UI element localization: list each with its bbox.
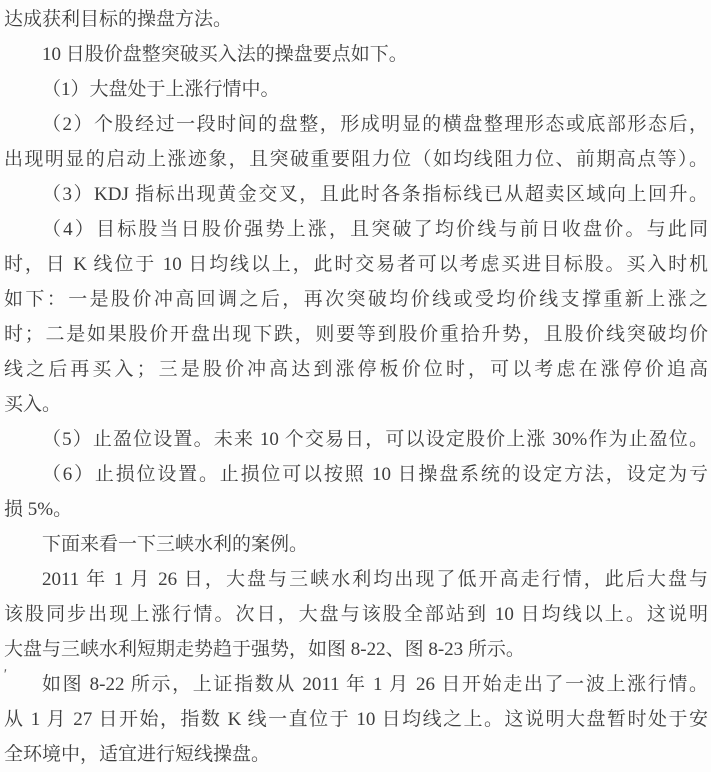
line-text: （4）目标股当日股价强势上涨，且突破了均价线与前日收盘价。与此同	[42, 219, 708, 240]
line-text: 达成获利目标的操盘方法。	[4, 9, 233, 30]
text-line	[4, 317, 708, 352]
line-text: 大盘与三峡水利短期走势趋于强势，如图 8-22、图 8-23 所示。	[4, 639, 525, 660]
text-line	[4, 702, 708, 737]
line-text: 时；二是如果股价开盘出现下跌，则要等到股价重拾升势，且股价线突破均价	[4, 324, 708, 345]
text-line	[4, 212, 708, 247]
line-text: （1）大盘处于上涨行情中。	[42, 79, 280, 100]
text-line	[4, 142, 708, 177]
text-line	[4, 352, 708, 387]
line-text: 从 1 月 27 日开始，指数 K 线一直位于 10 日均线之上。这说明大盘暂时处于安	[4, 709, 708, 730]
text-line	[4, 2, 708, 37]
line-text: 时，日 K 线位于 10 日均线以上，此时交易者可以考虑买进目标股。买入时机	[4, 254, 708, 275]
text-line	[4, 177, 708, 212]
line-text: （2）个股经过一段时间的盘整，形成明显的横盘整理形态或底部形态后，	[42, 114, 708, 135]
line-text: （6）止损位设置。止损位可以按照 10 日操盘系统的设定方法，设定为亏	[42, 464, 708, 485]
line-text: 如图 8-22 所示，上证指数从 2011 年 1 月 26 日开始走出了一波上涨行情。	[42, 674, 708, 695]
text-line	[1, 666, 708, 702]
line-text: 该股同步出现上涨行情。次日，大盘与该股全部站到 10 日均线以上。这说明	[4, 604, 708, 625]
page-text	[1, 2, 708, 772]
line-text: 下面来看一下三峡水利的案例。	[42, 534, 309, 555]
text-line	[4, 387, 708, 422]
text-line	[4, 527, 708, 562]
line-text: （5）止盈位设置。未来 10 个交易日，可以设定股价上涨 30%作为止盈位。	[42, 429, 708, 450]
line-text: 线之后再买入；三是股价冲高达到涨停板价位时，可以考虑在涨停价追高	[4, 359, 708, 380]
text-line	[4, 457, 708, 492]
text-line	[4, 247, 708, 282]
line-text: 2011 年 1 月 26 日，大盘与三峡水利均出现了低开高走行情，此后大盘与	[42, 569, 708, 590]
line-text: 买入。	[4, 394, 62, 415]
text-line	[4, 737, 708, 772]
text-line	[4, 632, 708, 667]
line-text: 如下：一是股价冲高回调之后，再次突破均价线或受均价线支撑重新上涨之	[4, 289, 708, 310]
text-line	[4, 72, 708, 107]
line-text: 10 日股价盘整突破买入法的操盘要点如下。	[42, 44, 408, 65]
line-text: 全环境中，适宜进行短线操盘。	[4, 744, 271, 765]
text-line	[4, 37, 708, 72]
line-text: 出现明显的启动上涨迹象，且突破重要阻力位（如均线阻力位、前期高点等）。	[4, 149, 708, 170]
line-text: （3）KDJ 指标出现黄金交叉，且此时各条指标线已从超卖区域向上回升。	[42, 184, 708, 205]
text-line	[4, 597, 708, 632]
stray-scan-mark: '	[1, 666, 8, 684]
text-line	[4, 107, 708, 142]
text-line	[4, 422, 708, 457]
line-text: 损 5%。	[4, 499, 73, 520]
text-line	[4, 282, 708, 317]
text-line	[4, 492, 708, 527]
text-line	[4, 562, 708, 597]
